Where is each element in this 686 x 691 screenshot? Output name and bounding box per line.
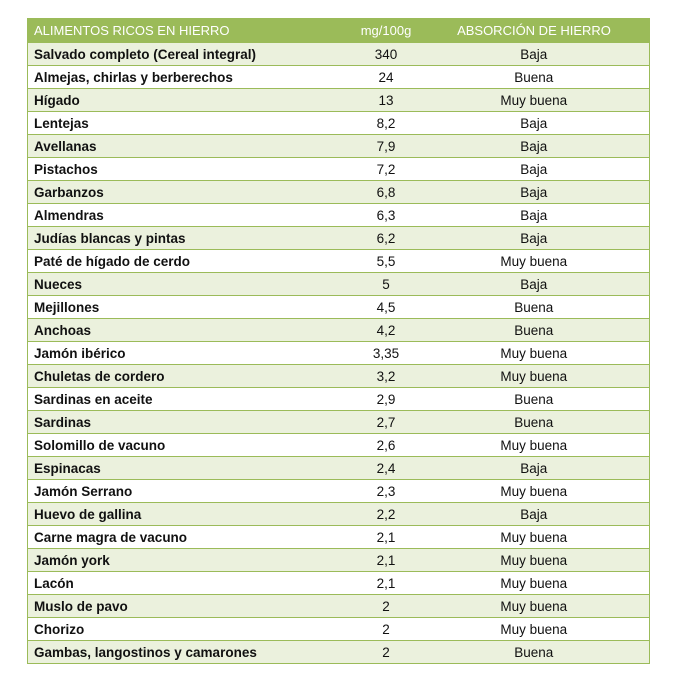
table-row	[28, 158, 650, 181]
table-row	[28, 457, 650, 480]
food-cell: Gambas, langostinos y camarones	[28, 641, 334, 664]
table-row	[28, 66, 650, 89]
absorption-cell: Baja	[439, 457, 650, 480]
table-row	[28, 227, 650, 250]
food-cell: Jamón york	[28, 549, 334, 572]
absorption-cell: Muy buena	[439, 434, 650, 457]
mg-cell: 3,35	[334, 342, 439, 365]
food-cell: Jamón Serrano	[28, 480, 334, 503]
absorption-cell: Buena	[439, 411, 650, 434]
absorption-cell: Baja	[439, 204, 650, 227]
table-row	[28, 273, 650, 296]
absorption-cell: Buena	[439, 319, 650, 342]
absorption-cell: Muy buena	[439, 480, 650, 503]
absorption-cell: Baja	[439, 135, 650, 158]
food-cell: Espinacas	[28, 457, 334, 480]
food-cell: Avellanas	[28, 135, 334, 158]
table-row	[28, 89, 650, 112]
absorption-cell: Muy buena	[439, 89, 650, 112]
mg-cell: 2	[334, 641, 439, 664]
mg-cell: 2,3	[334, 480, 439, 503]
mg-cell: 13	[334, 89, 439, 112]
table-row	[28, 549, 650, 572]
mg-cell: 7,2	[334, 158, 439, 181]
food-cell: Pistachos	[28, 158, 334, 181]
absorption-cell: Muy buena	[439, 572, 650, 595]
food-cell: Jamón ibérico	[28, 342, 334, 365]
food-cell: Lacón	[28, 572, 334, 595]
mg-cell: 2,9	[334, 388, 439, 411]
absorption-cell: Baja	[439, 273, 650, 296]
food-cell: Chorizo	[28, 618, 334, 641]
mg-cell: 24	[334, 66, 439, 89]
absorption-cell: Baja	[439, 181, 650, 204]
absorption-cell: Baja	[439, 227, 650, 250]
absorption-cell: Muy buena	[439, 342, 650, 365]
mg-cell: 6,8	[334, 181, 439, 204]
mg-cell: 2,1	[334, 572, 439, 595]
header-mg: mg/100g	[334, 19, 439, 43]
absorption-cell: Muy buena	[439, 618, 650, 641]
absorption-cell: Baja	[439, 158, 650, 181]
table-body	[28, 43, 650, 664]
absorption-cell: Buena	[439, 66, 650, 89]
absorption-cell: Buena	[439, 296, 650, 319]
mg-cell: 2,1	[334, 549, 439, 572]
mg-cell: 2,2	[334, 503, 439, 526]
food-cell: Huevo de gallina	[28, 503, 334, 526]
food-cell: Muslo de pavo	[28, 595, 334, 618]
mg-cell: 5,5	[334, 250, 439, 273]
absorption-cell: Muy buena	[439, 549, 650, 572]
header-absorption: ABSORCIÓN DE HIERRO	[439, 19, 650, 43]
table-row	[28, 595, 650, 618]
mg-cell: 2	[334, 618, 439, 641]
table-row	[28, 526, 650, 549]
mg-cell: 2,6	[334, 434, 439, 457]
mg-cell: 3,2	[334, 365, 439, 388]
table-row	[28, 135, 650, 158]
table-row	[28, 204, 650, 227]
header-row	[28, 19, 650, 43]
header-food: ALIMENTOS RICOS EN HIERRO	[28, 19, 334, 43]
table-row	[28, 319, 650, 342]
mg-cell: 7,9	[334, 135, 439, 158]
iron-foods-table	[27, 18, 650, 664]
absorption-cell: Muy buena	[439, 250, 650, 273]
table-row	[28, 181, 650, 204]
table-row	[28, 365, 650, 388]
food-cell: Sardinas	[28, 411, 334, 434]
food-cell: Judías blancas y pintas	[28, 227, 334, 250]
absorption-cell: Muy buena	[439, 595, 650, 618]
food-cell: Chuletas de cordero	[28, 365, 334, 388]
table-row	[28, 572, 650, 595]
table-row	[28, 641, 650, 664]
table-row	[28, 388, 650, 411]
mg-cell: 4,2	[334, 319, 439, 342]
absorption-cell: Baja	[439, 503, 650, 526]
iron-foods-table-container	[27, 18, 649, 664]
mg-cell: 6,3	[334, 204, 439, 227]
table-row	[28, 503, 650, 526]
table-row	[28, 411, 650, 434]
absorption-cell: Buena	[439, 641, 650, 664]
food-cell: Carne magra de vacuno	[28, 526, 334, 549]
food-cell: Almendras	[28, 204, 334, 227]
food-cell: Anchoas	[28, 319, 334, 342]
absorption-cell: Baja	[439, 43, 650, 66]
table-row	[28, 618, 650, 641]
food-cell: Mejillones	[28, 296, 334, 319]
table-row	[28, 434, 650, 457]
food-cell: Garbanzos	[28, 181, 334, 204]
table-row	[28, 250, 650, 273]
table-row	[28, 480, 650, 503]
food-cell: Almejas, chirlas y berberechos	[28, 66, 334, 89]
food-cell: Hígado	[28, 89, 334, 112]
mg-cell: 6,2	[334, 227, 439, 250]
mg-cell: 340	[334, 43, 439, 66]
mg-cell: 2,7	[334, 411, 439, 434]
table-row	[28, 112, 650, 135]
table-header	[28, 19, 650, 43]
table-row	[28, 43, 650, 66]
absorption-cell: Muy buena	[439, 526, 650, 549]
absorption-cell: Muy buena	[439, 365, 650, 388]
mg-cell: 5	[334, 273, 439, 296]
mg-cell: 2,4	[334, 457, 439, 480]
mg-cell: 2	[334, 595, 439, 618]
food-cell: Sardinas en aceite	[28, 388, 334, 411]
table-row	[28, 296, 650, 319]
food-cell: Lentejas	[28, 112, 334, 135]
mg-cell: 8,2	[334, 112, 439, 135]
food-cell: Paté de hígado de cerdo	[28, 250, 334, 273]
mg-cell: 2,1	[334, 526, 439, 549]
absorption-cell: Baja	[439, 112, 650, 135]
food-cell: Salvado completo (Cereal integral)	[28, 43, 334, 66]
table-row	[28, 342, 650, 365]
food-cell: Solomillo de vacuno	[28, 434, 334, 457]
mg-cell: 4,5	[334, 296, 439, 319]
absorption-cell: Buena	[439, 388, 650, 411]
food-cell: Nueces	[28, 273, 334, 296]
